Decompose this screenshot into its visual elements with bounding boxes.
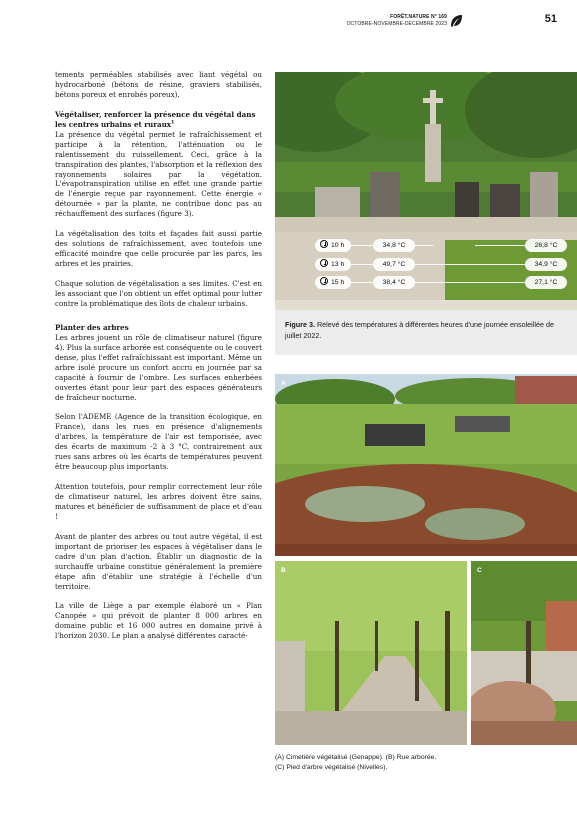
paragraph: Attention toutefois, pour remplir correctement leur rôle de climatiseur naturel, les arbres doivent être sains, matures et bénéficier de suffisamment de place et d'eau !	[55, 482, 262, 521]
time-label: 10 h	[315, 239, 351, 252]
paragraph: La végétalisation des toits et façades fait aussi partie des solutions de rafraîchissement, avec toutefois une efficacité moindre que celle procurée par les parcs, les arbres et les prairies.	[55, 229, 262, 269]
temp-paved: 38,4 °C	[373, 276, 415, 289]
cemetery-photo	[275, 72, 577, 310]
photo-c-tree-pit	[471, 561, 577, 745]
time-label: 15 h	[315, 276, 351, 289]
temp-grass: 26,8 °C	[525, 239, 567, 252]
paragraph: Chaque solution de végétalisation a ses limites. C'est en les associant que l'on obtient un effet optimal pour lutter contre la problématique des îlots de chaleur urbains.	[55, 278, 262, 308]
issue-date: OCTOBRE-NOVEMBRE-DÉCEMBRE 2023	[346, 21, 447, 27]
paragraph: La présence du végétal permet le rafraîchissement et participe à la rétention, l'atténuation ou le ralentissement du ruissellement. Ceci, grâce à la transpiration des plantes, l'absorption et la réflexion des rayonnements solaires par la végétation. L'évapotranspiration utilise en effet une grande partie de l'énergie reçue par rayonnement. Cette énergie « détournée » par la plante, ne contribue donc pas au réchauffement des surfaces (figure 3).	[55, 129, 262, 219]
page-number: 51	[544, 13, 557, 25]
temperature-row	[315, 258, 570, 271]
temp-grass: 27,1 °C	[525, 276, 567, 289]
temp-grass: 34,9 °C	[525, 258, 567, 271]
photo-label: C	[477, 567, 482, 574]
photo-label: A	[281, 380, 286, 387]
article-text	[55, 70, 262, 651]
clock-icon	[320, 259, 328, 267]
leaf-icon	[450, 14, 463, 28]
section-heading: Végétaliser, renforcer la présence du végétal dans les centres urbains et ruraux$^1$	[55, 109, 256, 129]
magazine-name: FORÊT.NATURE N° 169	[390, 14, 447, 20]
clock-icon	[320, 277, 328, 285]
photo-label: B	[281, 567, 286, 574]
figure-3-photo	[275, 72, 577, 310]
figure-3-caption: Figure 3. Relevé des températures à différentes heures d'une journée ensoleillée de juillet 2022.	[275, 310, 577, 355]
page-header	[297, 13, 557, 33]
paragraph: Selon l'ADEME (Agence de la transition écologique, en France), dans les rues en présence d'alignements d'arbres, la température de l'air est temporisée, avec des écarts de maximum -2 à 3 °C, contrairement aux rues sans arbres où les écarts de températures peuvent être beaucoup plus importants.	[55, 412, 262, 472]
temperature-row	[315, 239, 570, 252]
clock-icon	[320, 240, 328, 248]
paragraph: tements perméables stabilisés avec liant végétal ou hydrocarboné (bétons de résine, graviers stabilisés, bétons poreux et enrobés poreux).	[55, 70, 262, 99]
section-heading: Planter des arbres	[55, 322, 129, 332]
section-block	[55, 110, 262, 130]
paragraph: Les arbres jouent un rôle de climatiseur naturel (figure 4). Plus la surface arborée est conséquente ou le couvert dense, plus l'effet rafraîchissant est important. Même un arbre isolé procure un confort accru en journée par sa capacité à fournir de l'ombre. Les surfaces enherbées ouvertes étant pour leur part des espaces générateurs de fraîcheur nocturne.	[55, 332, 262, 402]
time-label: 13 h	[315, 258, 351, 271]
photo-a-cemetery	[275, 374, 577, 556]
paragraph: La ville de Liège a par exemple élaboré un « Plan Canopée » qui prévoit de planter 8 000 arbres en domaine public et 16 000 autres en domaine privé à l'horizon 2030. Le plan a analysé différentes caracté-	[55, 601, 262, 641]
temp-paved: 34,8 °C	[373, 239, 415, 252]
footnote-ref: 1	[171, 120, 175, 126]
figure-4-caption: (A) Cimetière végétalisé (Genappe). (B) Rue arborée. (C) Pied d'arbre végétalisé (Nivelles).	[275, 754, 437, 771]
photo-b-tree-street	[275, 561, 467, 745]
temperature-row	[315, 276, 570, 289]
temp-paved: 49,7 °C	[373, 258, 415, 271]
paragraph: Avant de planter des arbres ou tout autre végétal, il est important de prioriser les espaces à végétaliser dans le cadre d'un plan d'action. Établir un diagnostic de la surchauffe urbaine constitue généralement la première étape afin d'établir une stratégie à l'échelle d'un territoire.	[55, 531, 262, 591]
